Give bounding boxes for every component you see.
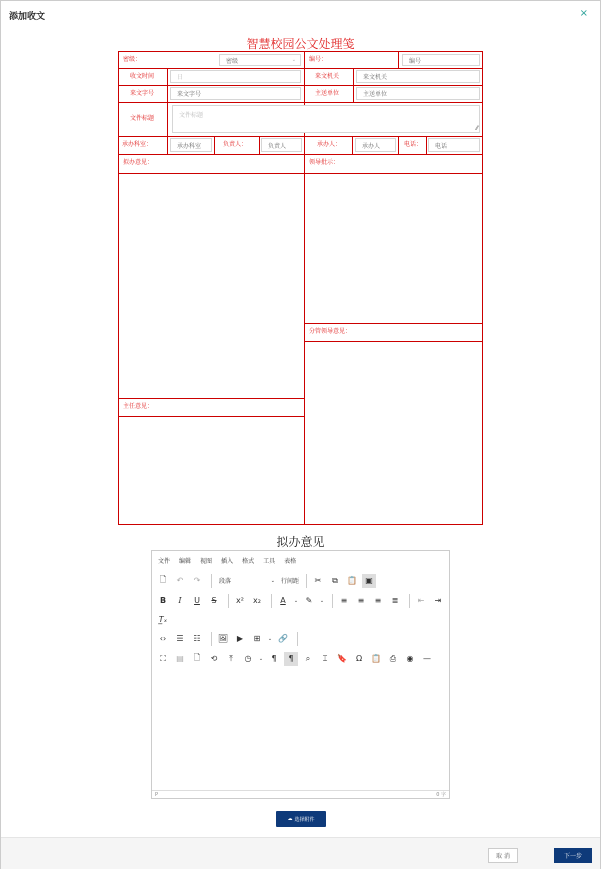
main-send-input[interactable]: 主送单位 bbox=[356, 87, 480, 100]
select-attachment-button[interactable]: ☁ 选择附件 bbox=[276, 811, 326, 827]
visual-blocks-icon[interactable]: ¶ bbox=[284, 652, 298, 666]
menu-file[interactable]: 文件 bbox=[158, 557, 171, 565]
main-send-label: 主送单位 bbox=[315, 90, 340, 97]
serial-no-label: 编号： bbox=[309, 56, 328, 63]
bullet-list-icon[interactable]: ☰ bbox=[176, 634, 184, 643]
director-opinion-label: 主任意见： bbox=[123, 403, 154, 410]
close-icon[interactable]: × bbox=[579, 8, 588, 19]
text-color-icon[interactable]: A bbox=[280, 596, 286, 605]
chevron-down-icon[interactable]: ⌄ bbox=[319, 597, 325, 604]
doc-no-label: 来文字号 bbox=[130, 90, 155, 97]
italic-icon[interactable]: I bbox=[178, 596, 182, 605]
toolbar-row-1 bbox=[152, 571, 449, 590]
redo-icon[interactable]: ↷ bbox=[193, 576, 201, 585]
fullscreen-icon[interactable]: ⛶ bbox=[160, 653, 166, 663]
phone-input[interactable]: 电话 bbox=[428, 138, 480, 152]
editor-statusbar bbox=[152, 790, 449, 798]
search-icon[interactable]: ⌕ bbox=[305, 653, 311, 663]
highlight-icon[interactable]: ✎ bbox=[305, 596, 313, 605]
chevron-down-icon[interactable]: ⌄ bbox=[258, 655, 264, 662]
editor-title: 拟办意见 bbox=[276, 535, 325, 549]
undertake-dept-input[interactable]: 承办科室 bbox=[170, 138, 212, 152]
chevron-down-icon[interactable]: ⌄ bbox=[293, 597, 299, 604]
receive-time-label: 收文时间 bbox=[130, 73, 155, 80]
table-icon[interactable]: ⊞ bbox=[253, 634, 261, 643]
chevron-down-icon[interactable]: ⌄ bbox=[267, 635, 273, 642]
align-center-icon[interactable]: ≡ bbox=[357, 596, 365, 605]
indent-icon[interactable]: ⇥ bbox=[434, 596, 442, 605]
toolbar-row-2 bbox=[152, 591, 449, 610]
menu-table[interactable]: 表格 bbox=[284, 557, 297, 565]
image-icon[interactable]: 🖼 bbox=[217, 634, 229, 643]
next-step-button[interactable]: 下一步 bbox=[554, 848, 592, 863]
paste-icon[interactable]: 📋 bbox=[347, 576, 357, 585]
handler-label: 承办人： bbox=[317, 141, 342, 148]
editor-menubar bbox=[152, 551, 449, 569]
chevron-down-icon: ⌄ bbox=[291, 57, 296, 63]
owner-label: 负责人： bbox=[223, 141, 248, 148]
toolbar-row-3 bbox=[152, 610, 449, 629]
owner-input[interactable]: 负责人 bbox=[261, 138, 302, 152]
align-justify-icon[interactable]: ≣ bbox=[391, 596, 399, 605]
handler-input[interactable]: 承办人 bbox=[355, 138, 396, 152]
superscript-icon[interactable]: x² bbox=[236, 596, 244, 605]
menu-view[interactable]: 视图 bbox=[200, 557, 213, 565]
paste-text-icon[interactable]: ▣ bbox=[362, 574, 376, 588]
rich-text-editor bbox=[151, 550, 450, 799]
print-icon[interactable]: ⎙ bbox=[389, 653, 397, 663]
new-document-icon[interactable]: 🗋 bbox=[159, 574, 167, 584]
draft-opinion-label: 拟办意见： bbox=[123, 159, 154, 166]
line-height-select[interactable]: 行间距 bbox=[281, 578, 300, 585]
serial-no-input[interactable]: 编号 bbox=[402, 54, 480, 66]
form-title: 智慧校园公文处理笺 bbox=[246, 37, 355, 51]
element-path: P bbox=[155, 791, 159, 798]
doc-title-label: 文件标题 bbox=[130, 115, 155, 122]
resize-handle-icon[interactable]: ⁄⁄ bbox=[475, 125, 478, 132]
doc-no-input[interactable]: 来文字号 bbox=[170, 87, 301, 100]
media-icon[interactable]: ▶ bbox=[236, 634, 244, 643]
block-format-select[interactable]: 段落 ⌄ bbox=[219, 577, 275, 585]
copy-icon[interactable]: ⧉ bbox=[332, 575, 338, 585]
doc-title-textarea[interactable]: 文件标题 ⁄⁄ bbox=[172, 105, 480, 133]
secret-level-label: 密级： bbox=[123, 56, 142, 63]
chevron-down-icon: ⌄ bbox=[270, 577, 275, 584]
menu-format[interactable]: 格式 bbox=[242, 557, 255, 565]
menu-tools[interactable]: 工具 bbox=[263, 557, 276, 565]
dialog-footer bbox=[1, 837, 600, 869]
source-org-label: 来文机关 bbox=[315, 73, 340, 80]
link-icon[interactable]: 🔗 bbox=[278, 634, 288, 643]
clear-format-icon[interactable]: T̲ₓ bbox=[158, 615, 168, 624]
dialog-title: 添加收文 bbox=[9, 12, 46, 22]
secret-level-select[interactable] bbox=[219, 54, 301, 66]
history-icon[interactable]: ⟲ bbox=[210, 654, 218, 663]
branch-leader-opinion-label: 分管领导意见： bbox=[309, 328, 352, 335]
bold-icon[interactable]: B bbox=[159, 596, 167, 605]
template-icon[interactable]: ▤ bbox=[176, 654, 184, 663]
page-break-icon[interactable]: ⌶ bbox=[322, 653, 328, 663]
special-char-icon[interactable]: Ω bbox=[355, 654, 363, 663]
leader-instruction-label: 领导批示： bbox=[309, 159, 340, 166]
word-count: 0 字 bbox=[436, 792, 446, 798]
dialog-header bbox=[1, 1, 600, 29]
clock-icon[interactable]: ◷ bbox=[244, 654, 252, 663]
toolbar-row-4 bbox=[152, 629, 449, 648]
secret-level-value: 密级 bbox=[226, 57, 239, 65]
underline-icon[interactable]: U bbox=[194, 596, 200, 605]
align-left-icon[interactable]: ≡ bbox=[340, 596, 348, 605]
editor-content-area[interactable] bbox=[152, 669, 449, 791]
bookmark-icon[interactable]: 🔖 bbox=[337, 654, 347, 663]
document-form bbox=[118, 51, 483, 525]
outdent-icon[interactable]: ⇤ bbox=[417, 596, 425, 605]
clipboard-icon[interactable]: 📋 bbox=[371, 654, 381, 663]
page-icon[interactable]: 🗋 bbox=[193, 652, 201, 662]
cut-icon[interactable]: ✂ bbox=[314, 576, 322, 585]
undertake-dept-label: 承办科室： bbox=[122, 141, 153, 148]
code-icon[interactable]: ‹› bbox=[159, 634, 167, 643]
subscript-icon[interactable]: x₂ bbox=[253, 596, 261, 605]
undo-icon[interactable]: ↶ bbox=[176, 576, 184, 585]
menu-edit[interactable]: 编辑 bbox=[179, 557, 192, 565]
cloud-upload-icon: ☁ bbox=[287, 816, 293, 822]
toolbar-row-5 bbox=[152, 649, 449, 668]
horizontal-rule-icon[interactable]: — bbox=[423, 654, 431, 663]
menu-insert[interactable]: 插入 bbox=[221, 557, 234, 565]
preview-icon[interactable]: ◉ bbox=[406, 654, 414, 663]
phone-label: 电话： bbox=[404, 141, 423, 148]
strikethrough-icon[interactable]: S bbox=[211, 596, 217, 605]
numbered-list-icon[interactable]: ☷ bbox=[193, 634, 201, 643]
receive-time-input[interactable]: 日 bbox=[170, 70, 301, 83]
paragraph-icon[interactable]: ¶ bbox=[271, 654, 277, 663]
cancel-button[interactable]: 取 消 bbox=[488, 848, 518, 863]
align-right-icon[interactable]: ≡ bbox=[374, 596, 382, 605]
source-org-input[interactable]: 来文机关 bbox=[356, 70, 480, 83]
upload-icon[interactable]: ⤒ bbox=[229, 653, 233, 663]
